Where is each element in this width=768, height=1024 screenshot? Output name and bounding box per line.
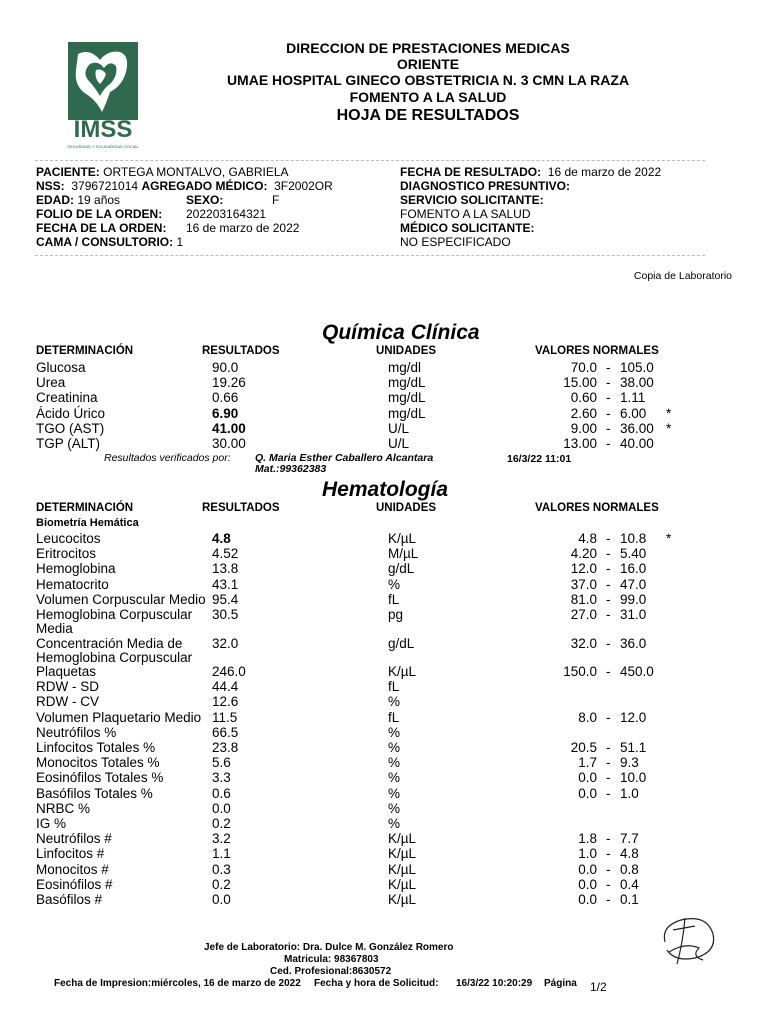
quimica-row-ref-sep: - <box>606 360 611 375</box>
hemato-row-name: Hemoglobina Corpuscular <box>36 607 193 622</box>
quimica-row-ref-low: 9.00 <box>570 420 597 436</box>
hemato-row-name: Basófilos Totales % <box>36 785 153 801</box>
hemato-row-ref-sep: - <box>606 892 611 907</box>
hemato-row-ref-high: 51.1 <box>620 740 647 755</box>
hemato-row-name: NRBC % <box>36 800 91 816</box>
divider-top <box>35 160 705 161</box>
hemato-row-name: Volumen Corpuscular Medio <box>36 591 206 607</box>
hemato-row-result: 3.3 <box>212 770 231 786</box>
quimica-row-result: 6.90 <box>212 405 239 421</box>
hemato-row-result: 0.3 <box>212 861 231 877</box>
hemato-row-ref-sep: - <box>606 664 611 679</box>
quimica-title: Química Clínica <box>322 321 480 344</box>
hemato-subtitle: Biometría Hemática <box>36 517 139 529</box>
hemato-row-result: 4.8 <box>212 531 231 546</box>
verified-date: 16/3/22 11:01 <box>507 453 572 465</box>
quimica-row-ref-low: 13.00 <box>563 436 597 451</box>
hemato-row-unit: pg <box>388 607 404 622</box>
hemato-row-result: 1.1 <box>212 846 231 862</box>
hemato-row-ref-low: 32.0 <box>570 635 597 651</box>
servicio-label: SERVICIO SOLICITANTE: <box>400 193 544 207</box>
nss-value: 3796721014 <box>71 179 139 193</box>
hemato-row-name-line2: Hemoglobina Corpuscular <box>36 649 193 665</box>
hemato-row-ref-low: 4.8 <box>578 531 597 546</box>
quimica-row-ref-high: 6.00 <box>620 405 647 421</box>
hemato-row-result: 95.4 <box>212 591 239 607</box>
hemato-row-ref-high: 99.0 <box>620 591 647 607</box>
folio-label: FOLIO DE LA ORDEN: <box>36 207 163 221</box>
hemato-row-ref-low: 1.7 <box>578 755 597 771</box>
medico-value: NO ESPECIFICADO <box>400 235 511 249</box>
quimica-row-result: 19.26 <box>212 375 246 391</box>
quimica-row-ref-low: 2.60 <box>570 405 597 421</box>
quimica-row-ref-high: 105.0 <box>620 360 654 375</box>
quimica-row-unit: mg/dL <box>388 375 426 391</box>
sexo-value: F <box>272 193 280 207</box>
hemato-row-ref-low: 0.0 <box>578 876 597 892</box>
quimica-row-unit: mg/dL <box>388 405 426 421</box>
hemato-row-unit: K/µL <box>388 531 417 546</box>
hemato-row-name: Monocitos Totales % <box>36 755 160 771</box>
footer-solicitud-value: 16/3/22 10:20:29 <box>456 978 533 989</box>
quimica-row-ref-sep: - <box>606 436 611 451</box>
hemato-row-ref-high: 5.40 <box>620 546 647 562</box>
cama-row <box>36 235 183 249</box>
hemato-row-unit: % <box>388 576 401 592</box>
hemato-row-result: 5.6 <box>212 755 231 771</box>
hemato-row-unit: K/µL <box>388 876 417 892</box>
verified-mat: Mat.:99362383 <box>255 463 327 475</box>
quimica-row-ref-high: 38.00 <box>620 375 654 391</box>
hemato-row-unit: % <box>388 740 401 755</box>
quimica-row-name: Creatinina <box>36 390 98 406</box>
hemato-row-unit: % <box>388 800 401 816</box>
fecha-resultado-value: 16 de marzo de 2022 <box>547 165 662 179</box>
quimica-row-ref-sep: - <box>606 420 611 436</box>
footer-matricula: Matricula: 98367803 <box>284 954 379 965</box>
col-resultados-q: RESULTADOS <box>202 345 280 357</box>
hemato-row-ref-sep: - <box>606 755 611 771</box>
hemato-row-result: 0.0 <box>212 892 231 907</box>
hemato-row-ref-low: 0.0 <box>578 861 597 877</box>
hemato-row-name: Monocitos # <box>36 861 109 877</box>
hemato-row-ref-low: 0.0 <box>578 892 597 907</box>
hemato-row-ref-sep: - <box>606 876 611 892</box>
hemato-row-ref-sep: - <box>606 709 611 725</box>
hemato-row-unit: K/µL <box>388 861 417 877</box>
hemato-row-name: Linfocitos # <box>36 846 105 862</box>
hemato-row-ref-sep: - <box>606 831 611 847</box>
quimica-row-name: TGP (ALT) <box>36 436 101 451</box>
quimica-row-ref-low: 0.60 <box>570 390 597 406</box>
hemato-row-ref-low: 8.0 <box>578 709 597 725</box>
nss-row <box>36 179 333 193</box>
hemato-row-result: 66.5 <box>212 724 239 740</box>
footer-jefe: Jefe de Laboratorio: Dra. Dulce M. González Romero <box>204 942 454 953</box>
hemato-row-result: 0.6 <box>212 785 231 801</box>
quimica-row-ref-sep: - <box>606 390 611 406</box>
hemato-row-unit: % <box>388 694 401 710</box>
col-determinacion-h: DETERMINACIÓN <box>36 502 134 514</box>
quimica-row-ref-high: 40.00 <box>620 436 654 451</box>
divider-bottom <box>35 255 705 256</box>
hemato-row-ref-low: 1.0 <box>578 846 597 862</box>
hemato-row-ref-sep: - <box>606 785 611 801</box>
agregado-value: 3F2002OR <box>274 179 333 193</box>
hemato-row-flag: * <box>666 531 672 546</box>
hemato-row-name: Plaquetas <box>36 664 97 679</box>
hemato-row-ref-high: 0.1 <box>620 892 639 907</box>
edad-value: 19 años <box>77 193 121 207</box>
hemato-row-name: Eosinófilos Totales % <box>36 770 164 786</box>
agregado-label: AGREGADO MÉDICO: <box>141 179 268 193</box>
cama-label: CAMA / CONSULTORIO: <box>36 235 174 249</box>
hemato-row-ref-low: 1.8 <box>578 831 597 847</box>
verified-name: Q. Maria Esther Caballero Alcantara <box>255 452 434 464</box>
hemato-row-ref-sep: - <box>606 591 611 607</box>
hemato-row-unit: M/µL <box>388 546 419 562</box>
hemato-row-unit: fL <box>388 709 400 725</box>
hemato-row-result: 11.5 <box>212 709 238 725</box>
col-unidades-h: UNIDADES <box>376 502 437 514</box>
hemato-row-name: Eosinófilos # <box>36 876 113 892</box>
quimica-row-name: Glucosa <box>36 360 86 375</box>
hemato-row-ref-sep: - <box>606 740 611 755</box>
hemato-row-ref-sep: - <box>606 846 611 862</box>
footer-solicitud-label: Fecha y hora de Solicitud: <box>314 978 439 989</box>
servicio-value: FOMENTO A LA SALUD <box>400 207 531 221</box>
hemato-row-ref-low: 20.5 <box>570 740 597 755</box>
edad-label: EDAD: <box>36 193 74 207</box>
quimica-row-name: Urea <box>36 375 66 391</box>
quimica-row-unit: mg/dL <box>388 390 426 406</box>
hemato-row-ref-low: 0.0 <box>578 785 597 801</box>
hemato-row-result: 23.8 <box>212 740 239 755</box>
diagnostico-label: DIAGNOSTICO PRESUNTIVO: <box>400 179 571 193</box>
quimica-row-result: 90.0 <box>212 360 239 375</box>
quimica-row-result: 0.66 <box>212 390 239 406</box>
hemato-row-ref-high: 36.0 <box>620 635 647 651</box>
logo-text: IMSS <box>73 116 133 143</box>
hemato-row-unit: fL <box>388 679 400 695</box>
hemato-row-result: 0.2 <box>212 876 231 892</box>
paciente-label: PACIENTE: <box>36 165 100 179</box>
hemato-row-result: 43.1 <box>212 576 239 592</box>
quimica-row-ref-high: 36.00 <box>620 420 654 436</box>
hemato-row-ref-low: 12.0 <box>570 561 597 577</box>
col-valores-q: VALORES NORMALES <box>535 345 659 357</box>
hemato-row-unit: K/µL <box>388 831 417 847</box>
hemato-row-ref-sep: - <box>606 861 611 877</box>
hemato-row-name: Hematocrito <box>36 576 109 592</box>
hemato-row-result: 3.2 <box>212 831 231 847</box>
hemato-row-result: 12.6 <box>212 694 239 710</box>
quimica-row-ref-low: 70.0 <box>570 360 597 375</box>
quimica-row-unit: U/L <box>388 436 410 451</box>
quimica-row-name: TGO (AST) <box>36 420 105 436</box>
hemato-row-ref-high: 31.0 <box>620 607 647 622</box>
hemato-row-unit: K/µL <box>388 892 417 907</box>
hemato-row-ref-low: 150.0 <box>563 664 597 679</box>
patient-name-row <box>36 165 289 179</box>
quimica-row-unit: U/L <box>388 420 410 436</box>
hemato-row-ref-high: 47.0 <box>620 576 647 592</box>
fecha-resultado-row <box>400 165 661 179</box>
quimica-row-ref-sep: - <box>606 375 611 391</box>
hemato-row-result: 0.2 <box>212 816 231 831</box>
fecha-orden-value: 16 de marzo de 2022 <box>186 221 300 235</box>
hemato-row-ref-high: 7.7 <box>620 831 639 847</box>
hemato-row-name: Volumen Plaquetario Medio <box>36 709 202 725</box>
hemato-row-name: Concentración Media de <box>36 635 183 651</box>
hemato-row-ref-sep: - <box>606 770 611 786</box>
hemato-row-ref-high: 9.3 <box>620 755 639 771</box>
hemato-row-unit: K/µL <box>388 664 417 679</box>
hemato-row-result: 13.8 <box>212 561 239 577</box>
quimica-row-ref-high: 1.11 <box>620 390 646 406</box>
folio-value: 202203164321 <box>186 207 267 221</box>
hemato-row-ref-high: 0.8 <box>620 861 639 877</box>
page-title: HOJA DE RESULTADOS <box>336 107 520 124</box>
hemato-row-unit: % <box>388 816 401 831</box>
quimica-row-result: 30.00 <box>212 436 246 451</box>
hemato-row-ref-low: 27.0 <box>570 607 597 622</box>
hemato-row-ref-high: 12.0 <box>620 709 647 725</box>
hemato-row-name: RDW - CV <box>36 694 99 710</box>
hemato-row-unit: % <box>388 785 401 801</box>
hemato-row-name: Basófilos # <box>36 892 103 907</box>
hemato-row-result: 0.0 <box>212 800 231 816</box>
footer-pagina-value: 1/2 <box>590 980 607 994</box>
hemato-row-ref-low: 81.0 <box>570 591 597 607</box>
hemato-row-unit: fL <box>388 591 400 607</box>
fecha-orden-label: FECHA DE LA ORDEN: <box>36 221 167 235</box>
hemato-row-ref-high: 0.4 <box>620 876 639 892</box>
hemato-row-ref-high: 10.8 <box>620 531 647 546</box>
hemato-row-name-line2: Media <box>36 621 73 636</box>
footer-impresion: Fecha de Impresion:miércoles, 16 de marzo de 2022 <box>54 978 301 989</box>
hemato-row-unit: K/µL <box>388 846 417 862</box>
hemato-row-result: 44.4 <box>212 679 239 695</box>
hemato-row-unit: g/dL <box>388 635 415 651</box>
hemato-row-result: 32.0 <box>212 635 239 651</box>
hemato-row-ref-sep: - <box>606 561 611 577</box>
quimica-row-unit: mg/dl <box>388 360 422 375</box>
quimica-row-name: Ácido Úrico <box>36 405 106 421</box>
logo-subtext: SEGURIDAD Y SOLIDARIDAD SOCIAL <box>67 144 139 149</box>
header-line-4: FOMENTO A LA SALUD <box>349 89 507 105</box>
col-determinacion-q: DETERMINACIÓN <box>36 345 134 357</box>
hemato-row-ref-high: 1.0 <box>620 785 639 801</box>
copia-label: Copia de Laboratorio <box>633 270 732 282</box>
fecha-resultado-label: FECHA DE RESULTADO: <box>400 165 542 179</box>
hemato-row-name: Hemoglobina <box>36 561 116 577</box>
quimica-row-ref-sep: - <box>606 405 611 421</box>
hemato-row-result: 246.0 <box>212 664 246 679</box>
hemato-row-ref-high: 450.0 <box>620 664 654 679</box>
hemato-row-name: Neutrófilos # <box>36 831 112 847</box>
hemato-row-ref-sep: - <box>606 635 611 651</box>
quimica-row-result: 41.00 <box>212 420 246 436</box>
hemato-title: Hematología <box>322 478 449 501</box>
footer-pagina-label: Página <box>544 978 577 989</box>
hemato-row-name: Linfocitos Totales % <box>36 740 156 755</box>
hemato-row-name: Neutrófilos % <box>36 724 117 740</box>
quimica-row-flag: * <box>666 405 672 421</box>
hemato-row-ref-high: 4.8 <box>620 846 639 862</box>
hemato-row-unit: g/dL <box>388 561 415 577</box>
hemato-row-ref-low: 4.20 <box>570 546 597 562</box>
col-valores-h: VALORES NORMALES <box>535 502 659 514</box>
cama-value: 1 <box>176 235 184 249</box>
hemato-row-name: Eritrocitos <box>36 546 97 562</box>
hemato-row-name: Leucocitos <box>36 531 101 546</box>
hemato-row-unit: % <box>388 755 401 771</box>
hemato-row-unit: % <box>388 724 401 740</box>
hemato-row-unit: % <box>388 770 401 786</box>
hemato-row-ref-low: 37.0 <box>570 576 597 592</box>
verified-label: Resultados verificados por: <box>104 452 231 464</box>
paciente-value: ORTEGA MONTALVO, GABRIELA <box>103 165 289 179</box>
header-line-1: DIRECCION DE PRESTACIONES MEDICAS <box>286 40 570 56</box>
hemato-row-ref-high: 10.0 <box>620 770 647 786</box>
footer-cedula: Ced. Profesional:8630572 <box>270 966 392 977</box>
header-line-3: UMAE HOSPITAL GINECO OBSTETRICIA N. 3 CMN LA RAZA <box>226 72 630 88</box>
hemato-row-result: 30.5 <box>212 607 239 622</box>
hemato-row-ref-low: 0.0 <box>578 770 597 786</box>
hemato-row-name: RDW - SD <box>36 679 99 695</box>
hemato-row-ref-sep: - <box>606 546 611 562</box>
header-line-2: ORIENTE <box>396 56 460 72</box>
col-resultados-h: RESULTADOS <box>202 502 280 514</box>
hemato-row-result: 4.52 <box>212 546 239 562</box>
edad-row <box>36 193 120 207</box>
signature <box>655 912 721 973</box>
medico-label: MÉDICO SOLICITANTE: <box>400 221 535 235</box>
hemato-row-name: IG % <box>36 816 67 831</box>
sexo-label: SEXO: <box>186 193 224 207</box>
quimica-row-flag: * <box>666 420 672 436</box>
quimica-row-ref-low: 15.00 <box>563 375 597 391</box>
nss-label: NSS: <box>36 179 65 193</box>
hemato-row-ref-high: 16.0 <box>620 561 647 577</box>
col-unidades-q: UNIDADES <box>376 345 437 357</box>
hemato-row-ref-sep: - <box>606 531 611 546</box>
hemato-row-ref-sep: - <box>606 607 611 622</box>
hemato-row-ref-sep: - <box>606 576 611 592</box>
